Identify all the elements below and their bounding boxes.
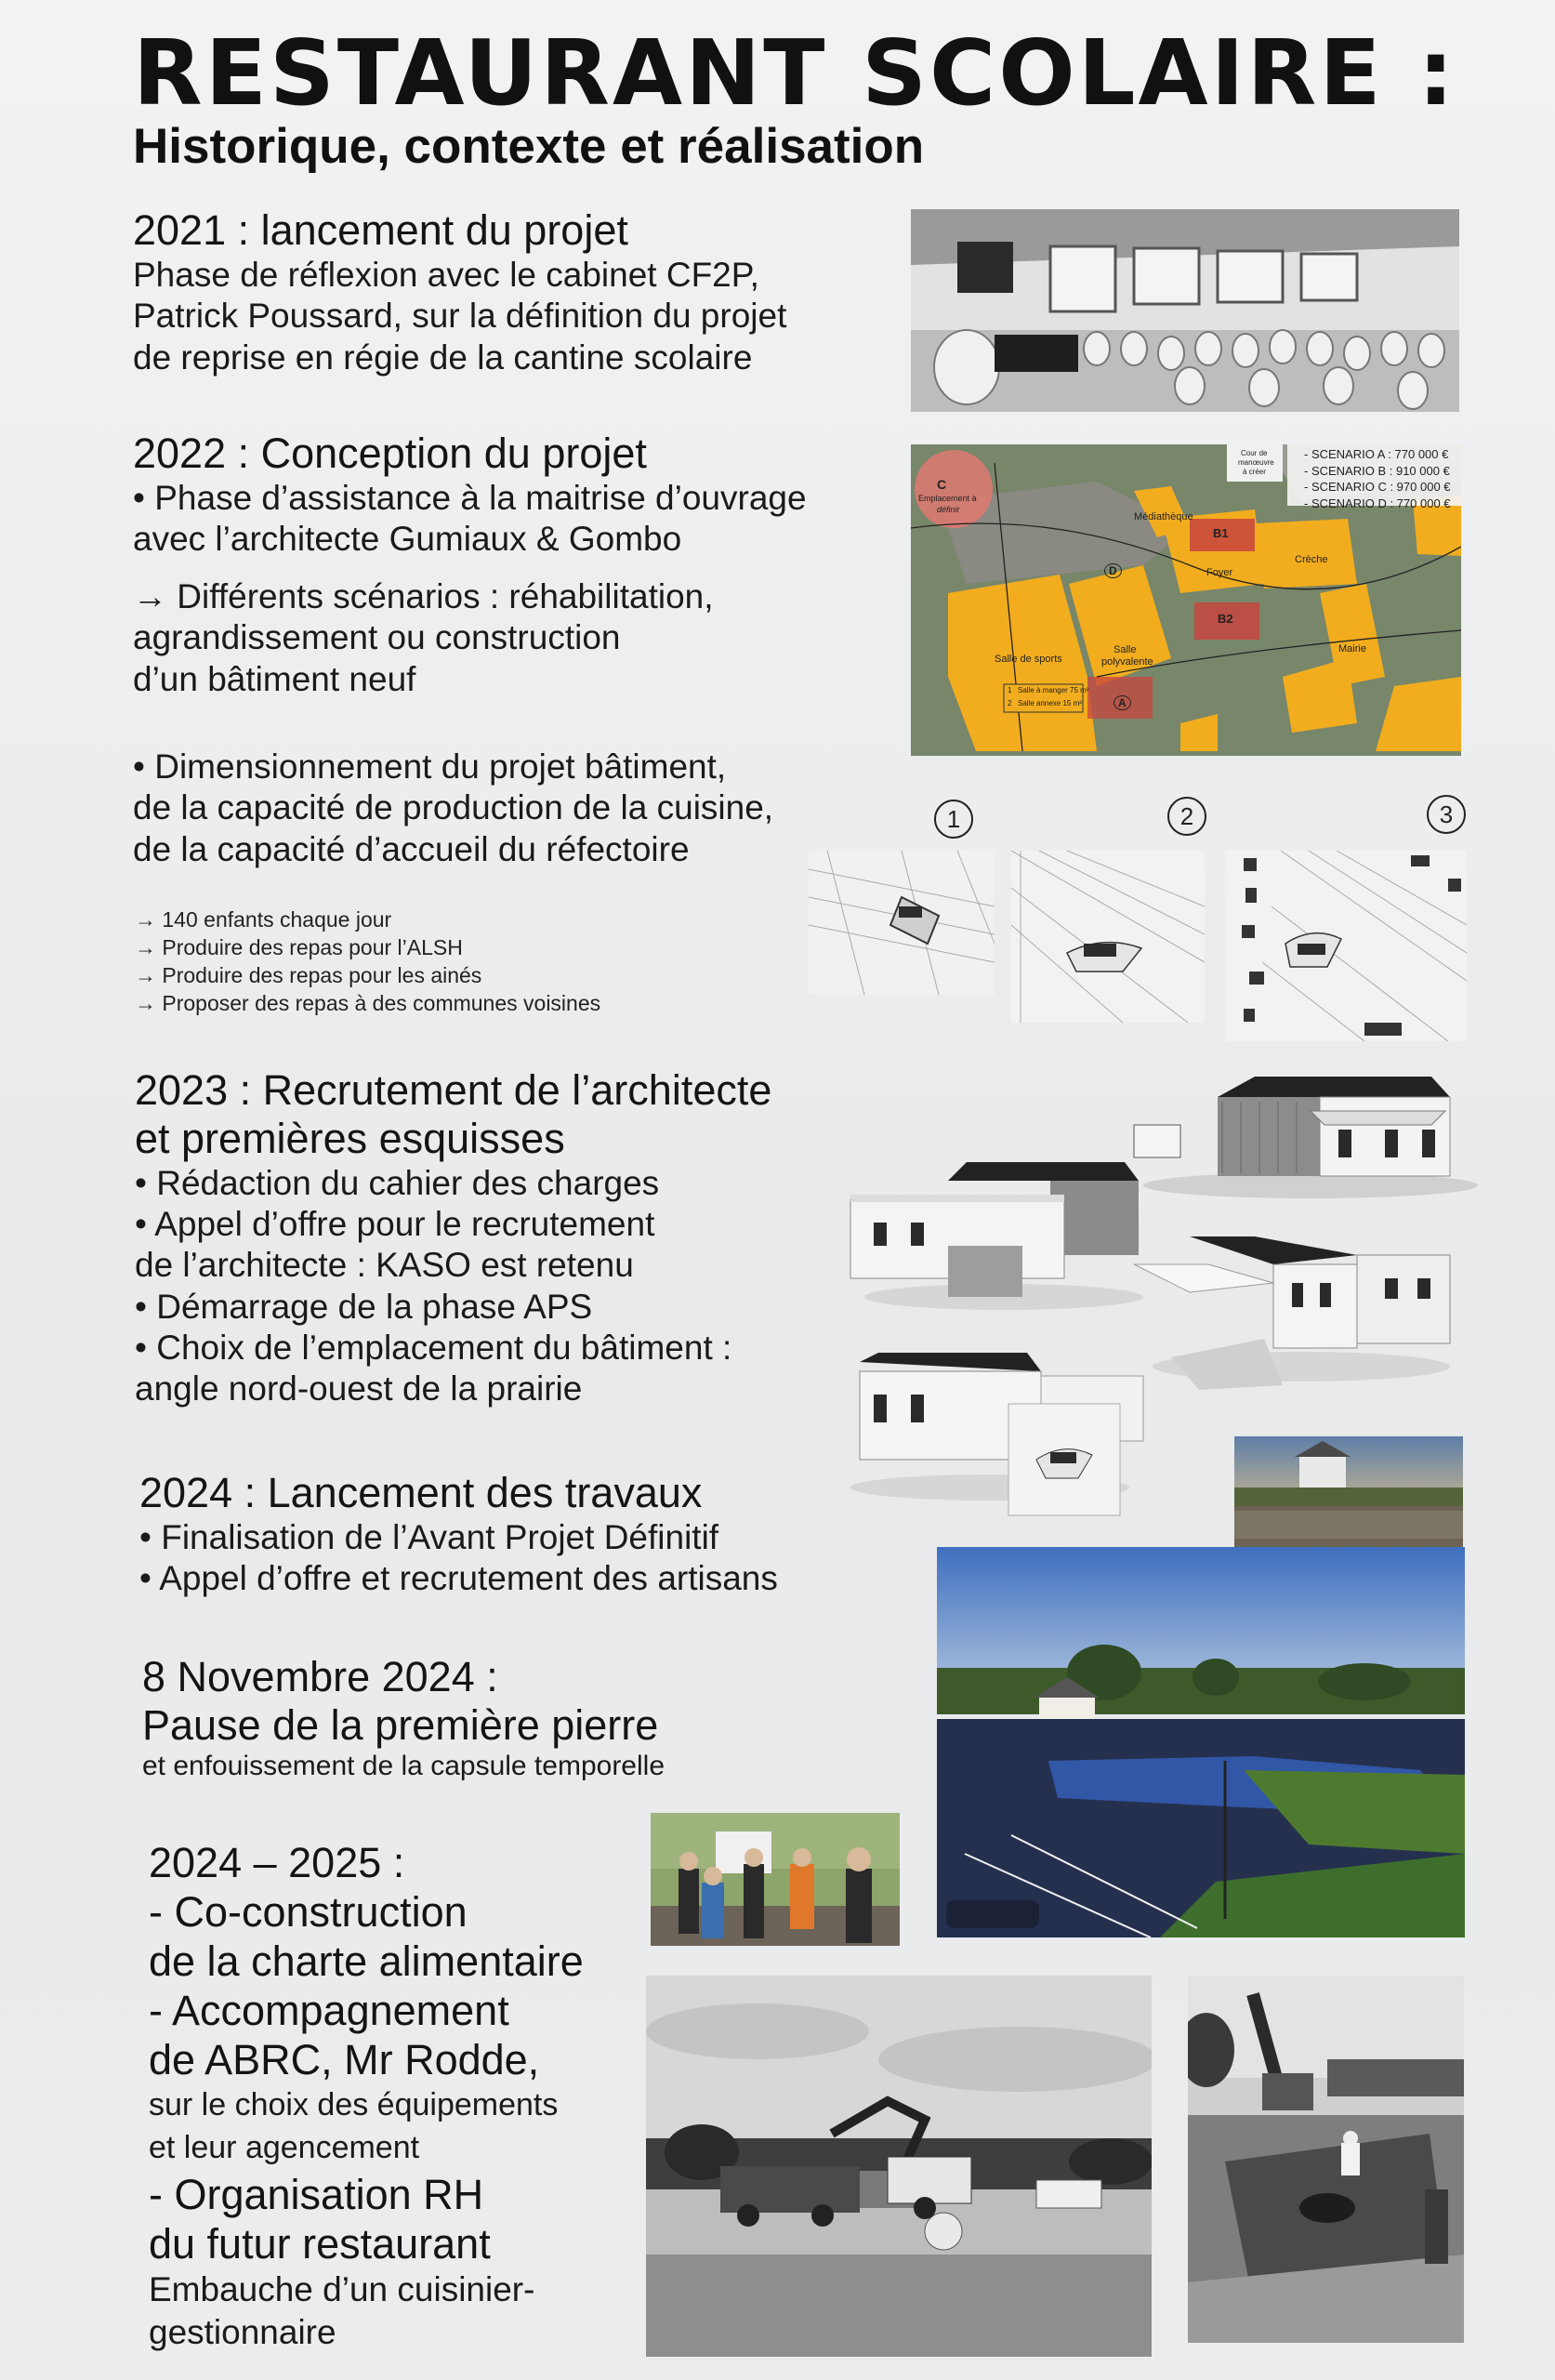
map-label-salle-poly: polyvalente <box>1101 656 1153 668</box>
render-4 <box>841 1348 1157 1520</box>
scenario-item: - SCENARIO A : 770 000 € <box>1304 447 1449 461</box>
section-first-stone-title: Pause de la première pierre <box>142 1700 659 1749</box>
section-2021-line: de reprise en régie de la cantine scolaire <box>133 337 753 377</box>
map-label-salle-poly: Salle <box>1114 644 1137 655</box>
section-2024-2025-heading: 2024 – 2025 : <box>149 1839 405 1886</box>
map-label-foyer: Foyer <box>1206 567 1233 578</box>
map-label-creche: Crèche <box>1295 554 1328 565</box>
section-2022-p2: → Différents scénarios : réhabilitation, <box>133 577 714 615</box>
scenario-item: - SCENARIO D : 770 000 € <box>1304 496 1451 510</box>
section-2022-p2: d’un bâtiment neuf <box>133 659 416 698</box>
map-label-cour: à créer <box>1243 468 1266 476</box>
map-zone-d: D <box>1104 563 1122 578</box>
map-label-mairie: Mairie <box>1338 643 1366 654</box>
section-2022-p3: de la capacité de production de la cuisine, <box>133 788 774 827</box>
section-2024-line: • Finalisation de l’Avant Projet Définitif <box>139 1517 719 1556</box>
section-2022-p3: de la capacité d’accueil du réfectoire <box>133 829 690 868</box>
map-zone-a: A <box>1114 695 1131 710</box>
section-2024-2025-item: sur le choix des équipements <box>149 2087 559 2123</box>
section-2024-2025-item: du futur restaurant <box>149 2220 491 2268</box>
section-2022-scenarios <box>133 576 714 700</box>
section-2022-p2: agrandissement ou construction <box>133 618 621 657</box>
bullet-item: → 140 enfants chaque jour <box>135 907 392 932</box>
section-2023 <box>135 1066 771 1410</box>
section-first-stone-sub: et enfouissement de la capsule temporelle <box>142 1750 665 1781</box>
map-zone-c-sub: Emplacement à <box>918 494 977 503</box>
map-legend-item: Salle annexe 15 m² <box>1018 699 1082 707</box>
render-1 <box>1125 1069 1478 1199</box>
map-legend-item: 2 <box>1008 699 1012 707</box>
section-2024-2025-item: de la charte alimentaire <box>149 1937 584 1985</box>
bullet-item: → Produire des repas pour l’ALSH <box>135 934 463 959</box>
section-2022-bullets <box>135 906 600 1018</box>
map-legend-item: Salle à manger 75 m² <box>1018 686 1089 694</box>
section-2024-2025-item: - Organisation RH <box>149 2170 484 2218</box>
map-label-cour: Cour de <box>1241 449 1268 457</box>
section-2024-heading: 2024 : Lancement des travaux <box>139 1469 703 1516</box>
map-label-salle-sports: Salle de sports <box>995 654 1062 665</box>
map-zone-b1: B1 <box>1213 526 1229 540</box>
canteen-photo <box>911 209 1459 412</box>
section-2023-heading: et premières esquisses <box>135 1114 565 1162</box>
page-title: RESTAURANT SCOLAIRE : <box>133 20 1457 126</box>
site-plan-marker: 3 <box>1427 795 1466 834</box>
section-2021-heading: 2021 : lancement du projet <box>133 206 628 254</box>
bullet-item: → Produire des repas pour les ainés <box>135 962 482 987</box>
section-2022-p1: • Phase d’assistance à la maitrise d’ouvrage <box>133 478 807 517</box>
section-2024-2025-item: et leur agencement <box>149 2130 420 2166</box>
excavator-photo <box>646 1976 1152 2357</box>
scenario-item: - SCENARIO C : 970 000 € <box>1304 480 1451 495</box>
section-2021 <box>133 206 786 378</box>
section-2022-p1: avec l’architecte Gumiaux & Gombo <box>133 520 682 559</box>
section-2021-line: Phase de réflexion avec le cabinet CF2P, <box>133 255 759 294</box>
bullet-item: → Proposer des repas à des communes voisines <box>135 990 601 1015</box>
section-2022-heading: 2022 : Conception du projet <box>133 430 647 477</box>
aerial-photo <box>937 1547 1465 1937</box>
section-2023-heading: 2023 : Recrutement de l’architecte <box>135 1066 772 1114</box>
map-label-cour: manœuvre <box>1238 458 1274 467</box>
section-first-stone-date: 8 Novembre 2024 : <box>142 1653 498 1700</box>
section-2024-2025-item: Embauche d’un cuisinier- <box>149 2270 535 2309</box>
map-label-mediatheque: Médiathèque <box>1134 511 1193 522</box>
map-legend-item: 1 <box>1008 686 1012 694</box>
scenario-item: - SCENARIO B : 910 000 € <box>1304 463 1450 478</box>
section-2021-line: Patrick Poussard, sur la définition du projet <box>133 297 787 336</box>
section-2023-line: de l’architecte : KASO est retenu <box>135 1246 634 1285</box>
section-2024-line: • Appel d’offre et recrutement des artisans <box>139 1559 778 1598</box>
site-map <box>911 444 1461 756</box>
section-2023-line: • Rédaction du cahier des charges <box>135 1163 660 1202</box>
render-2 <box>846 1157 1143 1316</box>
section-2024-2025-item: de ABRC, Mr Rodde, <box>149 2036 540 2084</box>
site-plan-marker: 1 <box>934 800 973 839</box>
site-plan-2 <box>1011 851 1205 1023</box>
section-first-stone <box>142 1653 665 1783</box>
trench-photo <box>1188 1976 1464 2343</box>
page-subtitle: Historique, contexte et réalisation <box>133 119 925 174</box>
section-2024-2025 <box>149 1839 584 2355</box>
section-2022-p3: • Dimensionnement du projet bâtiment, <box>133 747 727 786</box>
section-2023-line: • Appel d’offre pour le recrutement <box>135 1204 655 1243</box>
section-2024-2025-item: gestionnaire <box>149 2313 336 2352</box>
section-2024 <box>139 1469 778 1600</box>
map-zone-c-sub: définir <box>937 505 960 514</box>
site-plan-1 <box>809 851 995 995</box>
section-2023-line: • Démarrage de la phase APS <box>135 1287 593 1326</box>
map-zone-c: C <box>937 477 947 492</box>
section-2023-line: angle nord-ouest de la prairie <box>135 1369 583 1408</box>
section-2022-sizing <box>133 747 773 870</box>
people-photo <box>651 1813 900 1946</box>
section-2022 <box>133 430 807 561</box>
section-2024-2025-item: - Accompagnement <box>149 1986 509 2034</box>
map-zone-b2: B2 <box>1218 612 1233 626</box>
section-2024-2025-item: - Co-construction <box>149 1887 468 1936</box>
site-plan-3 <box>1225 851 1467 1041</box>
render-3 <box>1134 1227 1455 1395</box>
section-2023-line: • Choix de l’emplacement du bâtiment : <box>135 1329 732 1368</box>
scenario-list <box>1304 446 1451 511</box>
site-plan-marker: 2 <box>1167 797 1206 836</box>
